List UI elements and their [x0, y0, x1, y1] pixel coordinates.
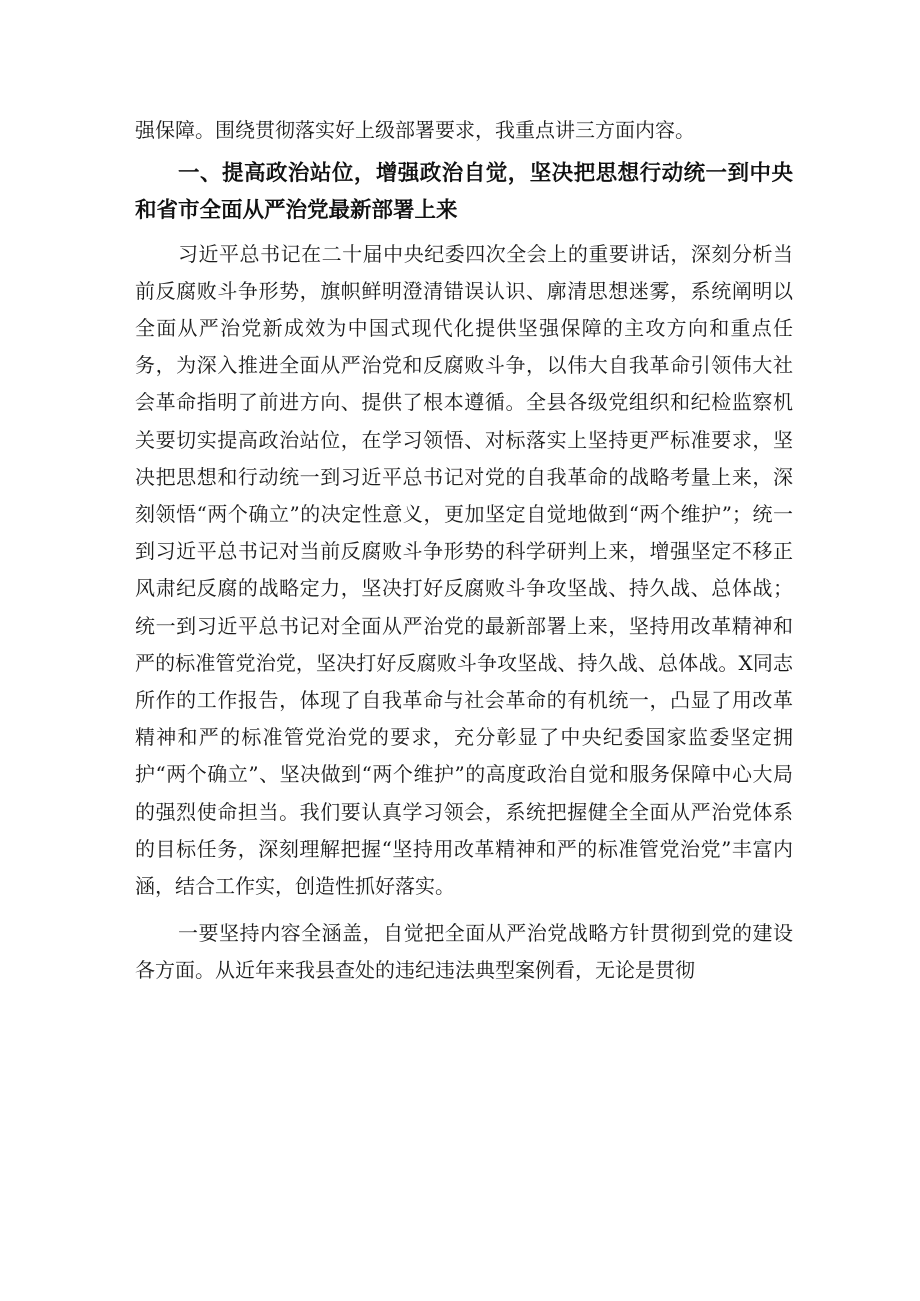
body-paragraph-1: 习近平总书记在二十届中央纪委四次全会上的重要讲话，深刻分析当前反腐败斗争形势，旗帜鲜明澄清错误认识、廓清思想迷雾，系统阐明以全面从严治党新成效为中国式现代化提供坚强保障的主攻方向和重点任务，为深入推进全面从严治党和反腐败斗争，以伟大自我革命引领伟大社会革命指明了前进方向、提供了根本遵循。全县各级党组织和纪检监察机关要切实提高政治站位，在学习领悟、对标落实上坚持更严标准要求，坚决把思想和行动统一到习近平总书记对党的自我革命的战略考量上来，深刻领悟“两个确立”的决定性意义，更加坚定自觉地做到“两个维护”；统一到习近平总书记对当前反腐败斗争形势的科学研判上来，增强坚定不移正风肃纪反腐的战略定力，坚决打好反腐败斗争攻坚战、持久战、总体战；统一到习近平总书记对全面从严治党的最新部署上来，坚持用改革精神和严的标准管党治党，坚决打好反腐败斗争攻坚战、持久战、总体战。X同志所作的工作报告，体现了自我革命与社会革命的有机统一，凸显了用改革精神和严的标准管党治党的要求，充分彰显了中央纪委国家监委坚定拥护“两个确立”、坚决做到“两个维护”的高度政治自觉和服务保障中心大局的强烈使命担当。我们要认真学习领会，系统把握健全全面从严治党体系的目标任务，深刻理解把握“坚持用改革精神和严的标准管党治党”丰富内涵，结合工作实，创造性抓好落实。 — [135, 241, 793, 899]
body-paragraph-2: 一要坚持内容全涵盖，自觉把全面从严治党战略方针贯彻到党的建设各方面。从近年来我县查处的违纪违法典型案例看，无论是贯彻 — [135, 921, 793, 983]
section-heading: 一、提高政治站位，增强政治自觉，坚决把思想行动统一到中央和省市全面从严治党最新部署上来 — [135, 161, 793, 224]
document-page — [135, 112, 793, 990]
intro-line: 强保障。围绕贯彻落实好上级部署要求，我重点讲三方面内容。 — [135, 118, 695, 142]
spacer — [135, 905, 793, 915]
